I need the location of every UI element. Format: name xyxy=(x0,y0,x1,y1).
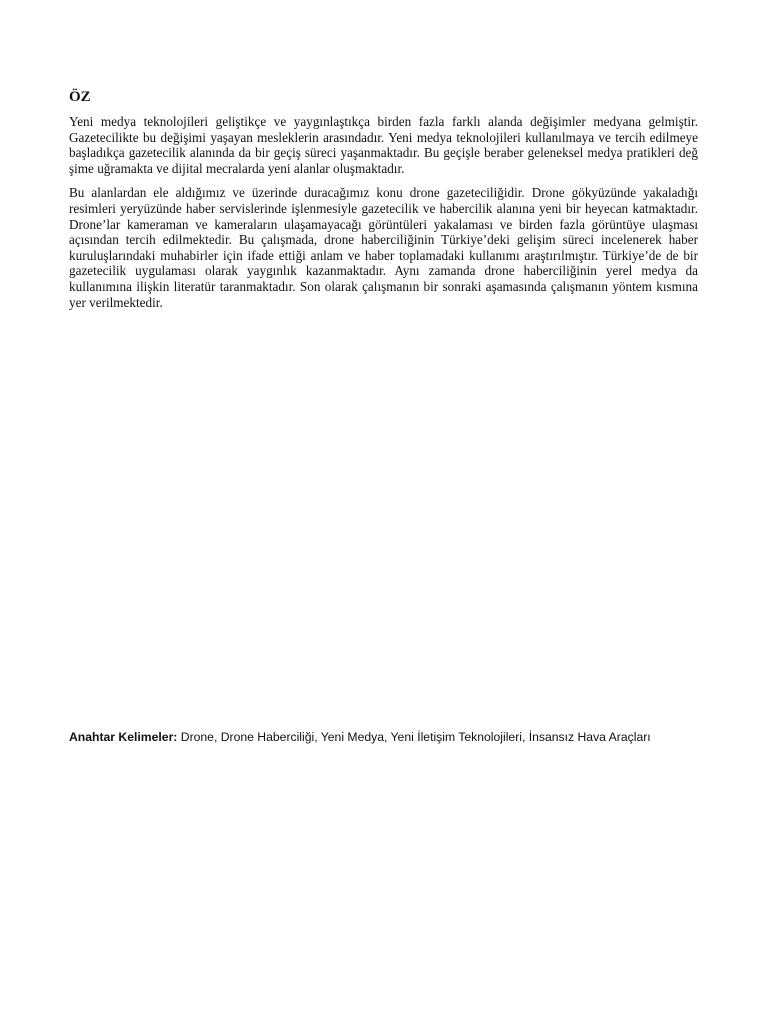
keywords-label: Anahtar Kelimeler: xyxy=(69,730,178,744)
abstract-paragraph-2: Bu alanlardan ele aldığımız ve üzerinde duracağımız konu drone gazeteciliğidir. Drone gökyüzünde yakaladığı resimleri yeryüzünde haber servislerinde işlenmesiyle gazetecilik ve habercilik alanına yeni bir heyecan katmaktadır. Drone’lar kameraman ve kameraların ulaşamayacağı görüntüleri yakalaması ve birden fazla görüntüye ulaşması açısından tercih edilmektedir. Bu çalışmada, drone haberciliğinin Türkiye’deki gelişim süreci incelenerek haber kuruluşlarındaki muhabirler için ifade ettiği anlam ve haber toplamadaki kullanımı araştırılmıştır. Türkiye’de de bir gazetecilik uygulaması olarak yaygınlık kazanmaktadır. Aynı zamanda drone haberciliğinin yerel medya da kullanımına ilişkin literatür taranmaktadır. Son olarak çalışmanın bir sonraki aşamasında çalışmanın yöntem kısmına yer verilmektedir. xyxy=(69,185,698,310)
keywords-line xyxy=(69,729,709,745)
keywords-values: Drone, Drone Haberciliği, Yeni Medya, Yeni İletişim Teknolojileri, İnsansız Hava Araçları xyxy=(177,730,651,744)
abstract-body xyxy=(69,114,698,319)
abstract-paragraph-1: Yeni medya teknolojileri geliştikçe ve yaygınlaştıkça birden fazla farklı alanda değişimler medyana gelmiştir. Gazetecilikte bu değişimi yaşayan mesleklerin arasındadır. Yeni medya teknolojileri kullanılmaya ve tercih edilmeye başladıkça gazetecilik alanında da bir geçiş süreci yaşanmaktadır. Bu geçişle beraber geleneksel medya pratikleri değ şime uğramakta ve dijital mecralarda yeni alanlar oluşmaktadır. xyxy=(69,114,698,176)
abstract-heading: ÖZ xyxy=(69,89,91,105)
